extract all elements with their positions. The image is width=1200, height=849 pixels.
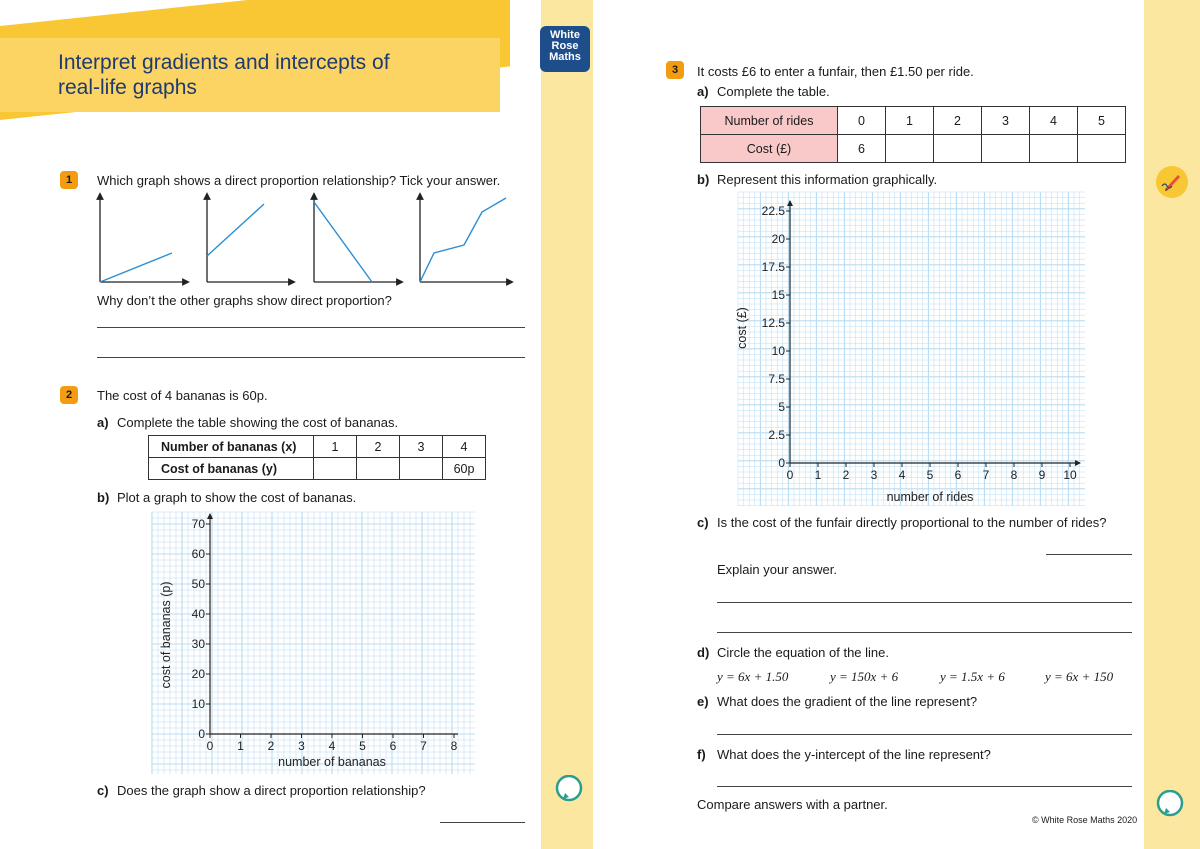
table-input-cell[interactable] <box>314 458 357 480</box>
y-tick-label: 50 <box>191 577 205 591</box>
x-tick-label: 2 <box>267 739 275 753</box>
y-tick-label: 5 <box>778 400 785 414</box>
compare-text: Compare answers with a partner. <box>697 797 888 812</box>
y-tick-label: 70 <box>191 517 205 531</box>
funfair-table-header-cost: Cost (£) <box>701 135 838 163</box>
x-tick-label: 4 <box>898 468 906 482</box>
y-tick-label: 20 <box>191 667 205 681</box>
part-e-label: e) <box>697 694 709 709</box>
table-cell: 5 <box>1078 107 1126 135</box>
funfair-table-header-rides: Number of rides <box>701 107 838 135</box>
x-tick-label: 9 <box>1038 468 1046 482</box>
x-tick-label: 4 <box>328 739 336 753</box>
x-tick-label: 7 <box>420 739 427 753</box>
table-cell: 4 <box>1030 107 1078 135</box>
y-tick-label: 40 <box>191 607 205 621</box>
y-tick-label: 12.5 <box>761 316 785 330</box>
question-3f-text: What does the y-intercept of the line represent? <box>717 747 991 762</box>
y-tick-label: 10 <box>191 697 205 711</box>
answer-line[interactable] <box>717 632 1132 633</box>
bananas-table-header-x: Number of bananas (x) <box>149 436 314 458</box>
x-axis-label: number of rides <box>886 490 974 504</box>
equation-option-1[interactable]: y = 6x + 1.50 <box>717 669 789 684</box>
x-tick-label: 0 <box>786 468 794 482</box>
x-tick-label: 1 <box>237 739 244 753</box>
question-1-why-text: Why don’t the other graphs show direct proportion? <box>97 293 392 308</box>
x-tick-label: 10 <box>1063 468 1077 482</box>
table-input-cell[interactable] <box>934 135 982 163</box>
table-cell: 2 <box>934 107 982 135</box>
table-input-cell[interactable] <box>886 135 934 163</box>
x-tick-label: 6 <box>954 468 962 482</box>
graph-option-4[interactable] <box>420 196 510 282</box>
x-tick-label: 5 <box>926 468 934 482</box>
x-tick-label: 1 <box>814 468 822 482</box>
y-tick-label: 0 <box>198 727 205 741</box>
y-tick-label: 10 <box>771 344 785 358</box>
y-tick-label: 17.5 <box>761 260 785 274</box>
y-tick-label: 15 <box>771 288 785 302</box>
table-input-cell[interactable] <box>1030 135 1078 163</box>
y-axis-label: cost (£) <box>735 307 749 349</box>
question-2-number: 2 <box>60 386 78 404</box>
x-tick-label: 7 <box>982 468 990 482</box>
bananas-graph-grid[interactable] <box>150 510 480 780</box>
part-a-label: a) <box>97 415 109 430</box>
y-tick-label: 0 <box>778 456 785 470</box>
x-tick-label: 8 <box>1010 468 1018 482</box>
graph-option-1[interactable] <box>100 196 186 282</box>
explain-text: Explain your answer. <box>717 562 837 577</box>
graph-option-2[interactable] <box>207 196 292 282</box>
table-cell: 4 <box>443 436 486 458</box>
page-title-line-2: real-life graphs <box>58 76 197 99</box>
answer-line[interactable] <box>97 327 525 328</box>
equation-option-3[interactable]: y = 1.5x + 6 <box>940 669 1005 684</box>
table-cell: 6 <box>838 135 886 163</box>
answer-line[interactable] <box>440 822 525 823</box>
table-input-cell[interactable] <box>1078 135 1126 163</box>
answer-line[interactable] <box>97 357 525 358</box>
discussion-bubble-icon <box>1156 790 1184 818</box>
question-3a-text: Complete the table. <box>717 84 830 99</box>
question-1-number: 1 <box>60 171 78 189</box>
question-2a-text: Complete the table showing the cost of bananas. <box>117 415 399 430</box>
page-title <box>58 50 390 100</box>
part-d-label: d) <box>697 645 710 660</box>
x-axis-label: number of bananas <box>278 755 386 769</box>
part-f-label: f) <box>697 747 706 762</box>
table-cell: 3 <box>982 107 1030 135</box>
table-cell: 1 <box>886 107 934 135</box>
question-1-graph-options <box>92 190 522 290</box>
white-rose-maths-logo <box>540 26 590 72</box>
table-input-cell[interactable] <box>982 135 1030 163</box>
x-tick-label: 8 <box>450 739 458 753</box>
page-title-line-1: Interpret gradients and intercepts of <box>58 51 390 74</box>
answer-line[interactable] <box>717 602 1132 603</box>
table-cell: 0 <box>838 107 886 135</box>
table-cell: 60p <box>443 458 486 480</box>
x-tick-label: 0 <box>206 739 214 753</box>
question-3b-text: Represent this information graphically. <box>717 172 938 187</box>
equation-option-2[interactable]: y = 150x + 6 <box>830 669 899 684</box>
x-tick-label: 3 <box>298 739 305 753</box>
x-tick-label: 6 <box>389 739 397 753</box>
equation-option-4[interactable]: y = 6x + 150 <box>1045 669 1114 684</box>
part-b-label: b) <box>97 490 110 505</box>
question-2-text: The cost of 4 bananas is 60p. <box>97 388 268 403</box>
table-cell: 1 <box>314 436 357 458</box>
left-page-sidebar <box>541 0 593 849</box>
table-input-cell[interactable] <box>400 458 443 480</box>
answer-line[interactable] <box>717 734 1132 735</box>
x-tick-label: 5 <box>359 739 366 753</box>
question-3e-text: What does the gradient of the line represent? <box>717 694 978 709</box>
funfair-graph-grid[interactable] <box>730 188 1090 508</box>
question-3-number: 3 <box>666 61 684 79</box>
part-c-label: c) <box>697 515 709 530</box>
funfair-table <box>700 106 1126 163</box>
y-tick-label: 7.5 <box>768 372 785 386</box>
y-tick-label: 60 <box>191 547 205 561</box>
pencil-icon <box>1156 166 1188 198</box>
part-a-label: a) <box>697 84 709 99</box>
question-3c-text: Is the cost of the funfair directly proportional to the number of rides? <box>717 515 1107 530</box>
question-2c-text: Does the graph show a direct proportion relationship? <box>117 783 426 798</box>
graph-option-3[interactable] <box>314 196 400 282</box>
y-axis-label: cost of bananas (p) <box>159 581 173 689</box>
bananas-table <box>148 435 486 480</box>
y-tick-label: 22.5 <box>761 204 785 218</box>
right-page-sidebar <box>1144 0 1200 849</box>
answer-line[interactable] <box>1046 554 1132 555</box>
y-tick-label: 30 <box>191 637 205 651</box>
logo-line-1: White <box>550 29 580 41</box>
bananas-table-header-y: Cost of bananas (y) <box>149 458 314 480</box>
question-1-text: Which graph shows a direct proportion relationship? Tick your answer. <box>97 173 501 188</box>
table-cell: 2 <box>357 436 400 458</box>
y-tick-label: 20 <box>771 232 785 246</box>
table-cell: 3 <box>400 436 443 458</box>
part-c-label: c) <box>97 783 109 798</box>
discussion-bubble-icon <box>555 775 583 803</box>
question-3d-text: Circle the equation of the line. <box>717 645 889 660</box>
x-tick-label: 3 <box>870 468 878 482</box>
question-2b-text: Plot a graph to show the cost of bananas. <box>117 490 357 505</box>
question-3-text: It costs £6 to enter a funfair, then £1.50 per ride. <box>697 64 974 79</box>
logo-line-3: Maths <box>549 51 581 63</box>
table-input-cell[interactable] <box>357 458 400 480</box>
copyright: © White Rose Maths 2020 <box>1032 815 1138 825</box>
y-tick-label: 2.5 <box>768 428 785 442</box>
part-b-label: b) <box>697 172 710 187</box>
answer-line[interactable] <box>717 786 1132 787</box>
logo-line-2: Rose <box>551 40 579 52</box>
x-tick-label: 2 <box>842 468 850 482</box>
